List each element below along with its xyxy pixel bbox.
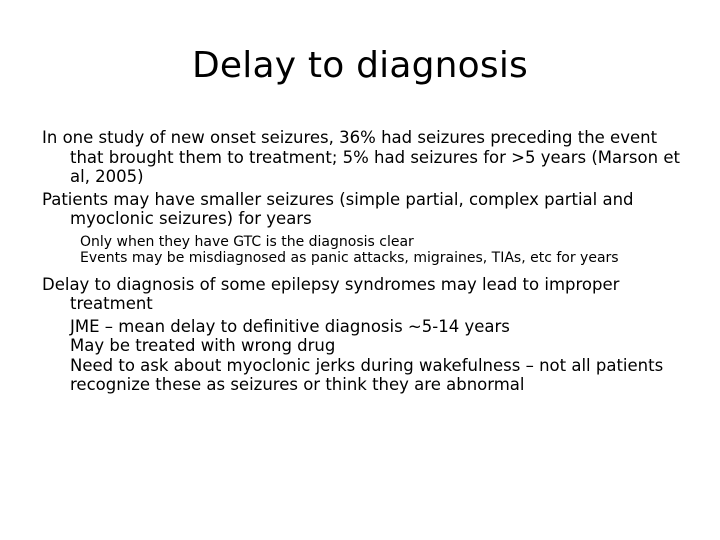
- sub-bullet-gtc: Only when they have GTC is the diagnosis clear: [80, 233, 414, 250]
- bullet-study-onset: In one study of new onset seizures, 36% had seizures preceding the event that brought them to treatment; 5% had seizures for >5 years (Marson et al, 2005): [42, 128, 680, 186]
- bullet-wrong-drug: May be treated with wrong drug: [70, 336, 336, 355]
- slide-body: [42, 128, 692, 395]
- sub-bullet-misdiagnosed: Events may be misdiagnosed as panic attacks, migraines, TIAs, etc for years: [80, 250, 619, 266]
- bullet-myoclonic-jerks: Need to ask about myoclonic jerks during wakefulness – not all patients recognize these as seizures or think they are abnormal: [70, 355, 664, 394]
- slide-title: Delay to diagnosis: [192, 45, 528, 86]
- bullet-smaller-seizures: Patients may have smaller seizures (simple partial, complex partial and myoclonic seizures) for years: [42, 189, 634, 228]
- bullet-jme-delay: JME – mean delay to definitive diagnosis ~5-14 years: [70, 316, 510, 336]
- bullet-delay-syndromes: Delay to diagnosis of some epilepsy syndromes may lead to improper treatment: [42, 274, 620, 313]
